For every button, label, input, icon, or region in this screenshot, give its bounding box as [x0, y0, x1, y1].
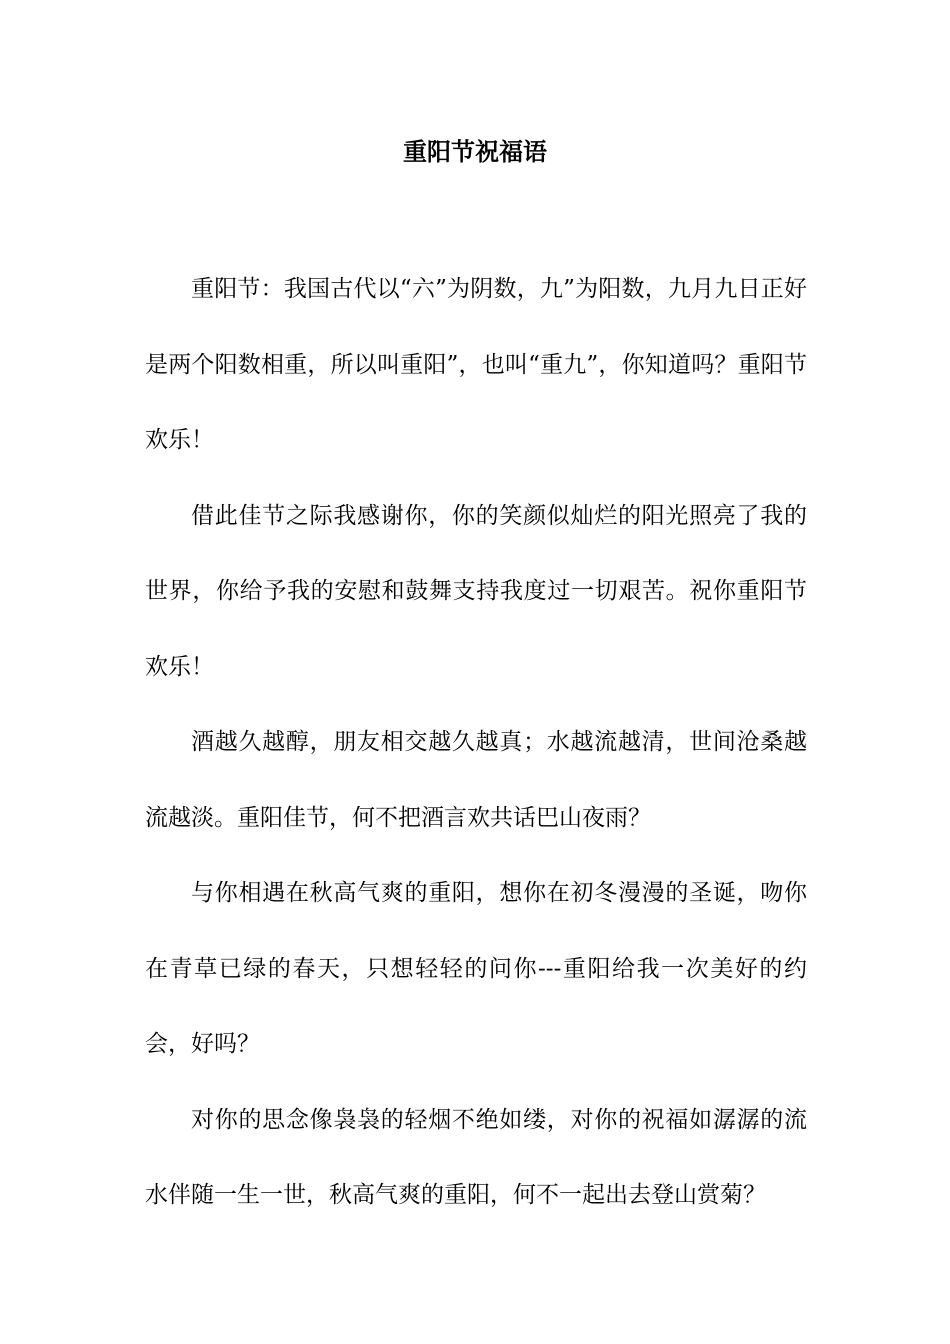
page-title: 重阳节祝福语	[403, 137, 547, 166]
paragraph-1: 重阳节：我国古代以“六”为阴数，九”为阳数，九月九日正好是两个阳数相重，所以叫重阳”，也叫“重九”，你知道吗？重阳节欢乐！	[145, 276, 807, 453]
paragraph-3: 酒越久越醇，朋友相交越久越真；水越流越清，世间沧桑越流越淡。重阳佳节，何不把酒言欢共话巴山夜雨？	[145, 729, 807, 831]
document-body	[145, 252, 807, 1234]
paragraph-2: 借此佳节之际我感谢你，你的笑颜似灿烂的阳光照亮了我的世界，你给予我的安慰和鼓舞支持我度过一切艰苦。祝你重阳节欢乐！	[145, 502, 807, 680]
paragraph-5: 对你的思念像袅袅的轻烟不绝如缕，对你的祝福如潺潺的流水伴随一生一世，秋高气爽的重阳，何不一起出去登山赏菊？	[145, 1106, 807, 1208]
paragraph-4: 与你相遇在秋高气爽的重阳，想你在初冬漫漫的圣诞，吻你在青草已绿的春天，只想轻轻的问你---重阳给我一次美好的约会，好吗？	[145, 880, 807, 1057]
